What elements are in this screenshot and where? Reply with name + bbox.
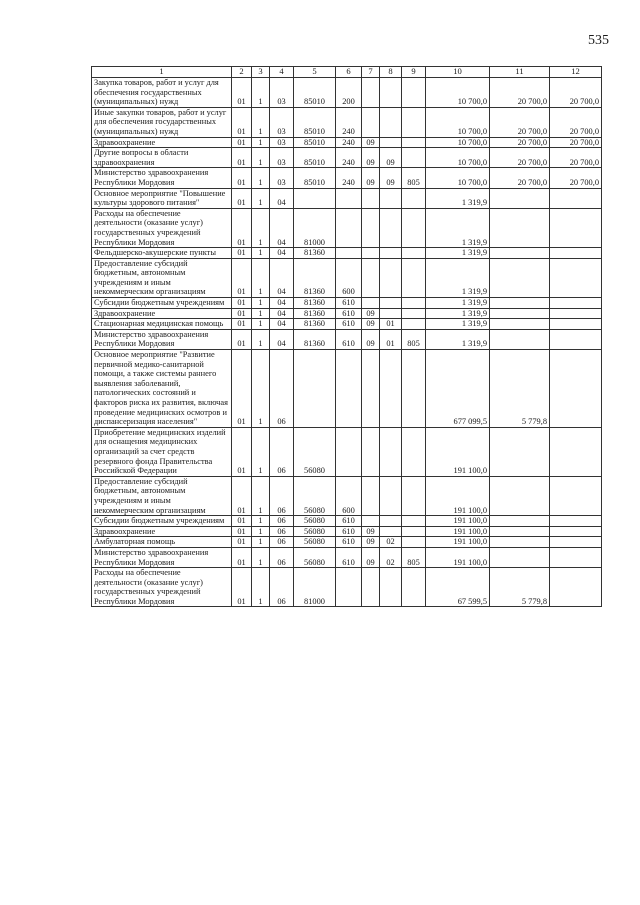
ministry-cell — [402, 568, 426, 607]
amount-col12-cell: 20 700,0 — [550, 168, 602, 188]
amount-col10-cell: 10 700,0 — [426, 148, 490, 168]
section-cell — [362, 208, 380, 247]
program-cell: 1 — [252, 168, 270, 188]
section-cell: 09 — [362, 319, 380, 330]
column-header: 10 — [426, 67, 490, 78]
table-row — [92, 298, 602, 309]
row-name-cell: Здравоохранение — [92, 137, 232, 148]
section-cell: 09 — [362, 547, 380, 567]
amount-col10-cell: 67 599,5 — [426, 568, 490, 607]
chapter-cell: 01 — [232, 137, 252, 148]
program-cell: 1 — [252, 148, 270, 168]
chapter-cell: 01 — [232, 350, 252, 428]
expense-type-cell: 240 — [336, 107, 362, 137]
chapter-cell: 01 — [232, 427, 252, 476]
section-cell — [362, 476, 380, 515]
ministry-cell: 805 — [402, 168, 426, 188]
column-header: 6 — [336, 67, 362, 78]
program-cell: 1 — [252, 319, 270, 330]
section-cell — [362, 516, 380, 527]
amount-col12-cell — [550, 308, 602, 319]
expense-type-cell: 610 — [336, 547, 362, 567]
table-row — [92, 208, 602, 247]
ministry-cell — [402, 107, 426, 137]
chapter-cell: 01 — [232, 568, 252, 607]
expense-type-cell: 600 — [336, 476, 362, 515]
expense-type-cell — [336, 568, 362, 607]
expense-type-cell: 610 — [336, 298, 362, 309]
program-cell: 1 — [252, 107, 270, 137]
table-row — [92, 258, 602, 297]
expense-type-cell: 200 — [336, 78, 362, 108]
table-row — [92, 107, 602, 137]
table-row — [92, 168, 602, 188]
ministry-cell — [402, 308, 426, 319]
code-cell: 85010 — [294, 168, 336, 188]
ministry-cell — [402, 350, 426, 428]
code-cell: 85010 — [294, 78, 336, 108]
column-header: 2 — [232, 67, 252, 78]
measure-cell: 06 — [270, 547, 294, 567]
program-cell: 1 — [252, 526, 270, 537]
column-header: 5 — [294, 67, 336, 78]
subsection-cell — [380, 107, 402, 137]
amount-col10-cell: 191 100,0 — [426, 427, 490, 476]
expense-type-cell: 610 — [336, 537, 362, 548]
amount-col10-cell: 677 099,5 — [426, 350, 490, 428]
subsection-cell — [380, 568, 402, 607]
column-header: 7 — [362, 67, 380, 78]
expense-type-cell — [336, 427, 362, 476]
ministry-cell — [402, 298, 426, 309]
amount-col11-cell — [490, 329, 550, 349]
amount-col12-cell — [550, 547, 602, 567]
chapter-cell: 01 — [232, 248, 252, 259]
table-row — [92, 319, 602, 330]
column-header: 9 — [402, 67, 426, 78]
section-cell — [362, 298, 380, 309]
expense-type-cell: 610 — [336, 308, 362, 319]
ministry-cell — [402, 319, 426, 330]
chapter-cell: 01 — [232, 78, 252, 108]
expense-type-cell: 600 — [336, 258, 362, 297]
row-name-cell: Другие вопросы в области здравоохранения — [92, 148, 232, 168]
amount-col12-cell: 20 700,0 — [550, 107, 602, 137]
section-cell: 09 — [362, 526, 380, 537]
chapter-cell: 01 — [232, 208, 252, 247]
measure-cell: 06 — [270, 568, 294, 607]
table-row — [92, 526, 602, 537]
row-name-cell: Иные закупки товаров, работ и услуг для обеспечения государственных (муниципальных) нужд — [92, 107, 232, 137]
amount-col12-cell: 20 700,0 — [550, 137, 602, 148]
section-cell: 09 — [362, 308, 380, 319]
code-cell — [294, 350, 336, 428]
column-header: 4 — [270, 67, 294, 78]
measure-cell: 04 — [270, 208, 294, 247]
table-row — [92, 427, 602, 476]
section-cell: 09 — [362, 148, 380, 168]
ministry-cell — [402, 258, 426, 297]
amount-col12-cell — [550, 258, 602, 297]
measure-cell: 06 — [270, 516, 294, 527]
amount-col11-cell: 20 700,0 — [490, 148, 550, 168]
expense-type-cell — [336, 248, 362, 259]
amount-col10-cell: 191 100,0 — [426, 537, 490, 548]
expense-type-cell — [336, 188, 362, 208]
amount-col11-cell — [490, 427, 550, 476]
amount-col10-cell: 191 100,0 — [426, 547, 490, 567]
subsection-cell — [380, 516, 402, 527]
table-row — [92, 516, 602, 527]
code-cell: 56080 — [294, 537, 336, 548]
subsection-cell: 09 — [380, 168, 402, 188]
amount-col12-cell — [550, 427, 602, 476]
subsection-cell — [380, 208, 402, 247]
measure-cell: 04 — [270, 188, 294, 208]
row-name-cell: Здравоохранение — [92, 526, 232, 537]
measure-cell: 06 — [270, 537, 294, 548]
table-row — [92, 188, 602, 208]
program-cell: 1 — [252, 308, 270, 319]
subsection-cell: 02 — [380, 547, 402, 567]
table-row — [92, 78, 602, 108]
program-cell: 1 — [252, 248, 270, 259]
chapter-cell: 01 — [232, 526, 252, 537]
row-name-cell: Предоставление субсидий бюджетным, автономным учреждениям и иным некоммерческим организациям — [92, 476, 232, 515]
code-cell: 81360 — [294, 319, 336, 330]
program-cell: 1 — [252, 516, 270, 527]
chapter-cell: 01 — [232, 258, 252, 297]
section-cell: 09 — [362, 537, 380, 548]
table-row — [92, 137, 602, 148]
code-cell: 56080 — [294, 516, 336, 527]
chapter-cell: 01 — [232, 476, 252, 515]
amount-col10-cell: 1 319,9 — [426, 248, 490, 259]
page-number: 535 — [588, 33, 609, 48]
amount-col12-cell — [550, 329, 602, 349]
expense-type-cell: 240 — [336, 137, 362, 148]
amount-col11-cell: 20 700,0 — [490, 107, 550, 137]
amount-col12-cell: 20 700,0 — [550, 78, 602, 108]
amount-col11-cell — [490, 258, 550, 297]
amount-col10-cell: 191 100,0 — [426, 516, 490, 527]
code-cell: 81000 — [294, 208, 336, 247]
chapter-cell: 01 — [232, 168, 252, 188]
row-name-cell: Министерство здравоохранения Республики Мордовия — [92, 329, 232, 349]
column-header: 3 — [252, 67, 270, 78]
measure-cell: 04 — [270, 308, 294, 319]
ministry-cell — [402, 248, 426, 259]
row-name-cell: Стационарная медицинская помощь — [92, 319, 232, 330]
measure-cell: 03 — [270, 148, 294, 168]
row-name-cell: Основное мероприятие "Повышение культуры здорового питания" — [92, 188, 232, 208]
row-name-cell: Приобретение медицинских изделий для оснащения медицинских организаций за счет средств резервного фонда Правительства Российской Федерации — [92, 427, 232, 476]
amount-col11-cell — [490, 476, 550, 515]
amount-col10-cell: 1 319,9 — [426, 319, 490, 330]
column-header: 1 — [92, 67, 232, 78]
measure-cell: 04 — [270, 248, 294, 259]
subsection-cell — [380, 298, 402, 309]
amount-col12-cell — [550, 208, 602, 247]
program-cell: 1 — [252, 537, 270, 548]
chapter-cell: 01 — [232, 516, 252, 527]
program-cell: 1 — [252, 427, 270, 476]
measure-cell: 04 — [270, 329, 294, 349]
amount-col10-cell: 1 319,9 — [426, 308, 490, 319]
measure-cell: 03 — [270, 78, 294, 108]
chapter-cell: 01 — [232, 329, 252, 349]
subsection-cell — [380, 188, 402, 208]
amount-col10-cell: 1 319,9 — [426, 298, 490, 309]
section-cell — [362, 427, 380, 476]
amount-col12-cell — [550, 298, 602, 309]
code-cell — [294, 188, 336, 208]
amount-col12-cell — [550, 516, 602, 527]
ministry-cell — [402, 78, 426, 108]
subsection-cell — [380, 248, 402, 259]
subsection-cell — [380, 350, 402, 428]
amount-col11-cell — [490, 308, 550, 319]
table-row — [92, 568, 602, 607]
ministry-cell — [402, 137, 426, 148]
subsection-cell: 09 — [380, 148, 402, 168]
table-row — [92, 329, 602, 349]
amount-col10-cell: 1 319,9 — [426, 208, 490, 247]
ministry-cell — [402, 537, 426, 548]
program-cell: 1 — [252, 350, 270, 428]
subsection-cell — [380, 476, 402, 515]
chapter-cell: 01 — [232, 319, 252, 330]
column-header: 8 — [380, 67, 402, 78]
subsection-cell — [380, 137, 402, 148]
ministry-cell — [402, 476, 426, 515]
measure-cell: 03 — [270, 168, 294, 188]
amount-col12-cell — [550, 526, 602, 537]
row-name-cell: Расходы на обеспечение деятельности (оказание услуг) государственных учреждений Республики Мордовия — [92, 568, 232, 607]
program-cell: 1 — [252, 208, 270, 247]
column-header: 11 — [490, 67, 550, 78]
section-cell: 09 — [362, 137, 380, 148]
code-cell: 56080 — [294, 476, 336, 515]
code-cell: 56080 — [294, 547, 336, 567]
amount-col11-cell — [490, 547, 550, 567]
chapter-cell: 01 — [232, 188, 252, 208]
program-cell: 1 — [252, 258, 270, 297]
amount-col12-cell — [550, 476, 602, 515]
code-cell: 81360 — [294, 258, 336, 297]
amount-col12-cell — [550, 248, 602, 259]
section-cell: 09 — [362, 329, 380, 349]
amount-col11-cell — [490, 248, 550, 259]
amount-col10-cell: 10 700,0 — [426, 78, 490, 108]
table-row — [92, 308, 602, 319]
program-cell: 1 — [252, 137, 270, 148]
measure-cell: 06 — [270, 427, 294, 476]
measure-cell: 04 — [270, 298, 294, 309]
ministry-cell — [402, 427, 426, 476]
table-row — [92, 248, 602, 259]
subsection-cell — [380, 258, 402, 297]
code-cell: 81360 — [294, 248, 336, 259]
code-cell: 85010 — [294, 107, 336, 137]
program-cell: 1 — [252, 568, 270, 607]
ministry-cell: 805 — [402, 329, 426, 349]
code-cell: 85010 — [294, 148, 336, 168]
column-header: 12 — [550, 67, 602, 78]
code-cell: 56080 — [294, 526, 336, 537]
code-cell: 85010 — [294, 137, 336, 148]
chapter-cell: 01 — [232, 537, 252, 548]
row-name-cell: Министерство здравоохранения Республики Мордовия — [92, 168, 232, 188]
amount-col11-cell: 20 700,0 — [490, 168, 550, 188]
code-cell: 81360 — [294, 308, 336, 319]
row-name-cell: Субсидии бюджетным учреждениям — [92, 516, 232, 527]
section-cell — [362, 78, 380, 108]
ministry-cell — [402, 516, 426, 527]
row-name-cell: Закупка товаров, работ и услуг для обеспечения государственных (муниципальных) нужд — [92, 78, 232, 108]
ministry-cell — [402, 148, 426, 168]
code-cell: 81000 — [294, 568, 336, 607]
measure-cell: 06 — [270, 350, 294, 428]
program-cell: 1 — [252, 298, 270, 309]
expense-type-cell: 240 — [336, 168, 362, 188]
amount-col11-cell — [490, 298, 550, 309]
section-cell — [362, 568, 380, 607]
measure-cell: 04 — [270, 258, 294, 297]
section-cell — [362, 258, 380, 297]
expense-type-cell: 610 — [336, 329, 362, 349]
amount-col11-cell — [490, 526, 550, 537]
amount-col11-cell: 5 779,8 — [490, 568, 550, 607]
program-cell: 1 — [252, 329, 270, 349]
program-cell: 1 — [252, 78, 270, 108]
amount-col11-cell — [490, 319, 550, 330]
amount-col11-cell: 20 700,0 — [490, 78, 550, 108]
amount-col11-cell — [490, 208, 550, 247]
section-cell — [362, 350, 380, 428]
row-name-cell: Амбулаторная помощь — [92, 537, 232, 548]
subsection-cell — [380, 308, 402, 319]
code-cell: 81360 — [294, 298, 336, 309]
section-cell — [362, 107, 380, 137]
amount-col11-cell: 5 779,8 — [490, 350, 550, 428]
amount-col11-cell — [490, 537, 550, 548]
expense-type-cell: 610 — [336, 516, 362, 527]
measure-cell: 04 — [270, 319, 294, 330]
chapter-cell: 01 — [232, 308, 252, 319]
chapter-cell: 01 — [232, 107, 252, 137]
amount-col12-cell — [550, 537, 602, 548]
amount-col10-cell: 191 100,0 — [426, 526, 490, 537]
amount-col10-cell: 191 100,0 — [426, 476, 490, 515]
row-name-cell: Расходы на обеспечение деятельности (оказание услуг) государственных учреждений Республики Мордовия — [92, 208, 232, 247]
expense-type-cell: 610 — [336, 526, 362, 537]
measure-cell: 06 — [270, 476, 294, 515]
subsection-cell: 01 — [380, 329, 402, 349]
amount-col12-cell — [550, 188, 602, 208]
chapter-cell: 01 — [232, 298, 252, 309]
subsection-cell — [380, 526, 402, 537]
subsection-cell — [380, 427, 402, 476]
row-name-cell: Здравоохранение — [92, 308, 232, 319]
amount-col10-cell: 10 700,0 — [426, 137, 490, 148]
row-name-cell: Фельдшерско-акушерские пункты — [92, 248, 232, 259]
expense-type-cell — [336, 350, 362, 428]
program-cell: 1 — [252, 476, 270, 515]
amount-col11-cell — [490, 516, 550, 527]
table-row — [92, 476, 602, 515]
budget-table — [91, 66, 602, 607]
code-cell: 56080 — [294, 427, 336, 476]
program-cell: 1 — [252, 547, 270, 567]
table-row — [92, 350, 602, 428]
amount-col10-cell: 1 319,9 — [426, 188, 490, 208]
measure-cell: 06 — [270, 526, 294, 537]
table-body — [92, 78, 602, 607]
subsection-cell — [380, 78, 402, 108]
subsection-cell: 02 — [380, 537, 402, 548]
section-cell — [362, 188, 380, 208]
expense-type-cell: 610 — [336, 319, 362, 330]
row-name-cell: Министерство здравоохранения Республики Мордовия — [92, 547, 232, 567]
expense-type-cell — [336, 208, 362, 247]
chapter-cell: 01 — [232, 148, 252, 168]
amount-col11-cell: 20 700,0 — [490, 137, 550, 148]
amount-col11-cell — [490, 188, 550, 208]
code-cell: 81360 — [294, 329, 336, 349]
row-name-cell: Субсидии бюджетным учреждениям — [92, 298, 232, 309]
amount-col10-cell: 10 700,0 — [426, 107, 490, 137]
measure-cell: 03 — [270, 107, 294, 137]
ministry-cell: 805 — [402, 547, 426, 567]
ministry-cell — [402, 208, 426, 247]
section-cell — [362, 248, 380, 259]
subsection-cell: 01 — [380, 319, 402, 330]
amount-col10-cell: 1 319,9 — [426, 329, 490, 349]
amount-col12-cell — [550, 319, 602, 330]
amount-col12-cell — [550, 350, 602, 428]
row-name-cell: Предоставление субсидий бюджетным, автономным учреждениям и иным некоммерческим организациям — [92, 258, 232, 297]
ministry-cell — [402, 188, 426, 208]
amount-col10-cell: 10 700,0 — [426, 168, 490, 188]
program-cell: 1 — [252, 188, 270, 208]
amount-col12-cell: 20 700,0 — [550, 148, 602, 168]
chapter-cell: 01 — [232, 547, 252, 567]
measure-cell: 03 — [270, 137, 294, 148]
row-name-cell: Основное мероприятие "Развитие первичной медико-санитарной помощи, а также системы раннего выявления заболеваний, патологических состояний и факторов риска их развития, включая проведение медицинских осмотров и диспансеризация населения" — [92, 350, 232, 428]
table-row — [92, 537, 602, 548]
table-row — [92, 547, 602, 567]
table-row — [92, 148, 602, 168]
section-cell: 09 — [362, 168, 380, 188]
expense-type-cell: 240 — [336, 148, 362, 168]
table-header-row — [92, 67, 602, 78]
amount-col12-cell — [550, 568, 602, 607]
ministry-cell — [402, 526, 426, 537]
amount-col10-cell: 1 319,9 — [426, 258, 490, 297]
